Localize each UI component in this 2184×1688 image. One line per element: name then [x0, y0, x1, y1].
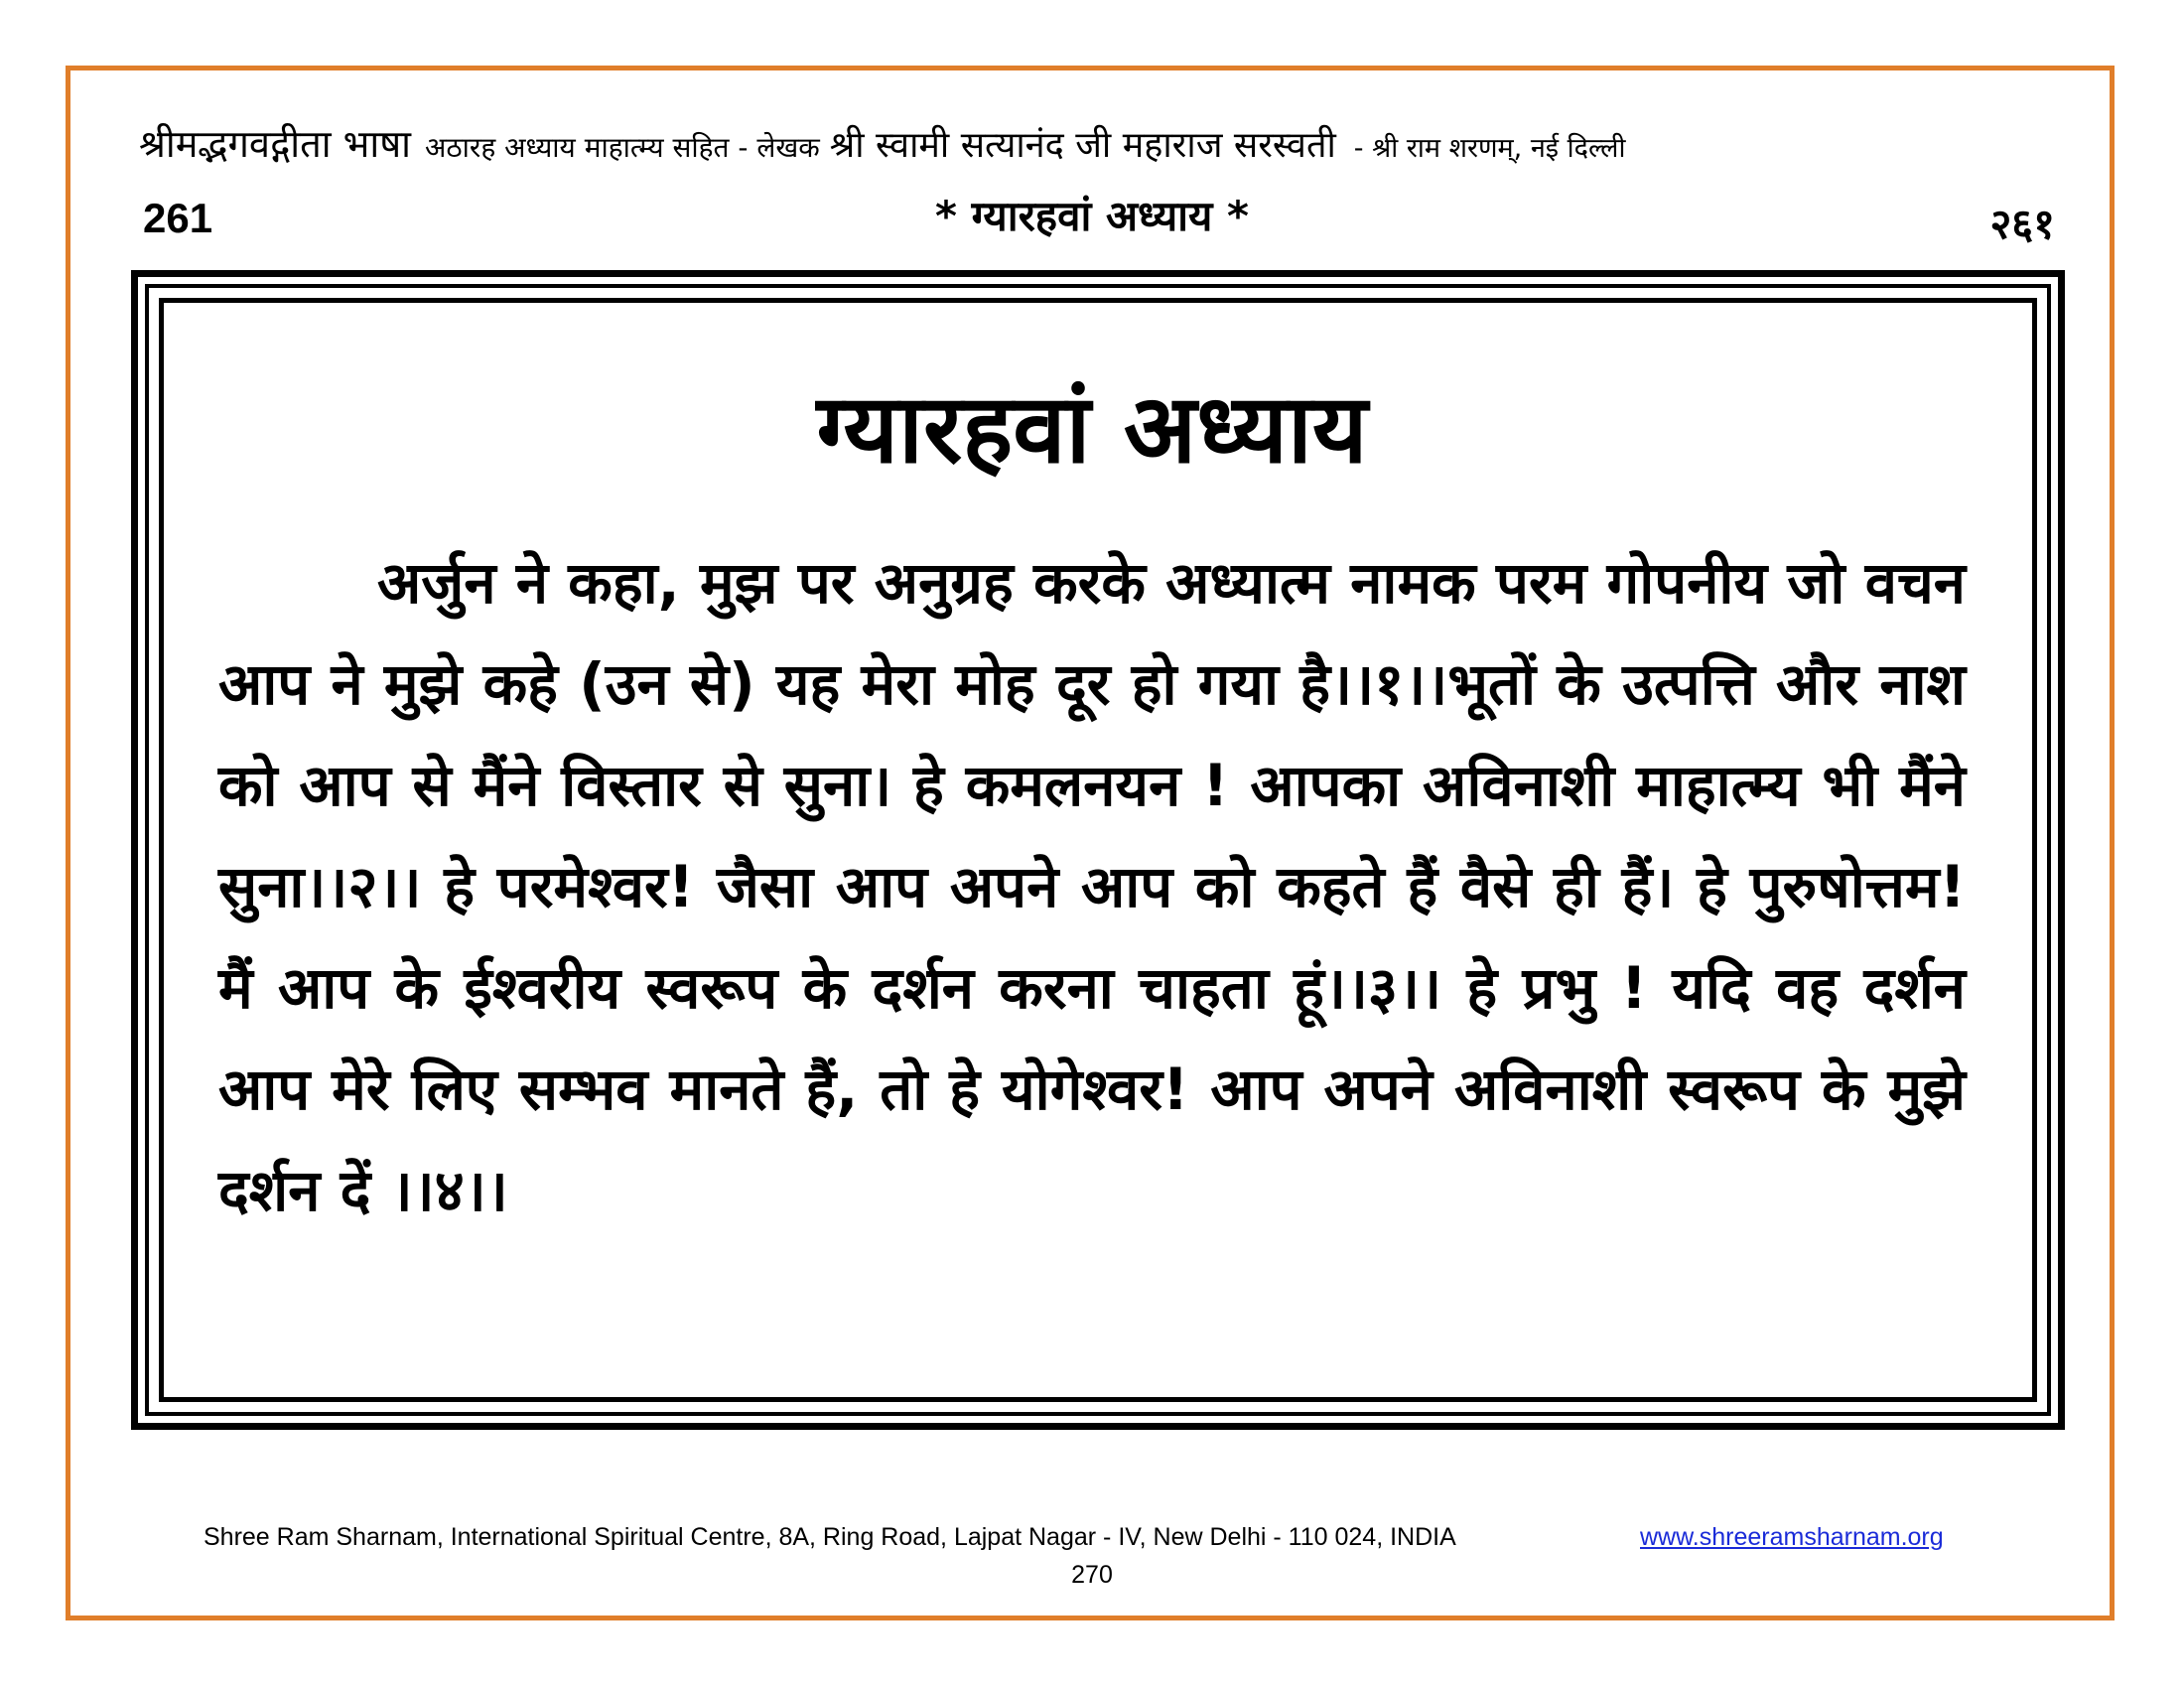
book-title: श्रीमद्भगवद्गीता भाषा — [139, 122, 412, 166]
page-number-right: २६१ — [1989, 200, 2055, 248]
running-header — [139, 117, 2055, 173]
author-name: श्री स्वामी सत्यानंद जी महाराज सरस्वती — [829, 125, 1336, 166]
book-subtitle: अठारह अध्याय माहात्म्य सहित - लेखक — [425, 131, 820, 164]
website-link[interactable]: www.shreeramsharnam.org — [1640, 1523, 1944, 1551]
footer-page-number: 270 — [1071, 1561, 1113, 1589]
publisher-place: - श्री राम शरणम्, नई दिल्ली — [1353, 133, 1626, 164]
chapter-title: ग्यारहवां अध्याय — [816, 373, 1368, 485]
page-number-left: 261 — [143, 195, 213, 241]
chapter-verse-text: अर्जुन ने कहा, मुझ पर अनुग्रह करके अध्यात्म नामक परम गोपनीय जो वचन आप ने मुझे कहे (उन से) यह मेरा मोह दूर हो गया है।।१।।भूतों के उत्पत्ति और नाश को आप से मैंने विस्तार से सुना। हे कमलनयन ! आपका अविनाशी माहात्म्य भी मैंने सुना।।२।। हे परमेश्वर! जैसा आप अपने आप को कहते हैं वैसे ही हैं। हे पुरुषोत्तम! मैं आप के ईश्वरीय स्वरूप के दर्शन करना चाहता हूं।।३।। हे प्रभु ! यदि वह दर्शन आप मेरे लिए सम्भव मानते हैं, तो हे योगेश्वर! आप अपने अविनाशी स्वरूप के मुझे दर्शन दें ।।४।। — [218, 549, 1966, 1224]
footer-address: Shree Ram Sharnam, International Spiritual Centre, 8A, Ring Road, Lajpat Nagar - IV, New Delhi - 110 024, INDIA — [204, 1523, 1456, 1551]
chapter-running-title: * ग्यारहवां अध्याय * — [934, 192, 1250, 240]
